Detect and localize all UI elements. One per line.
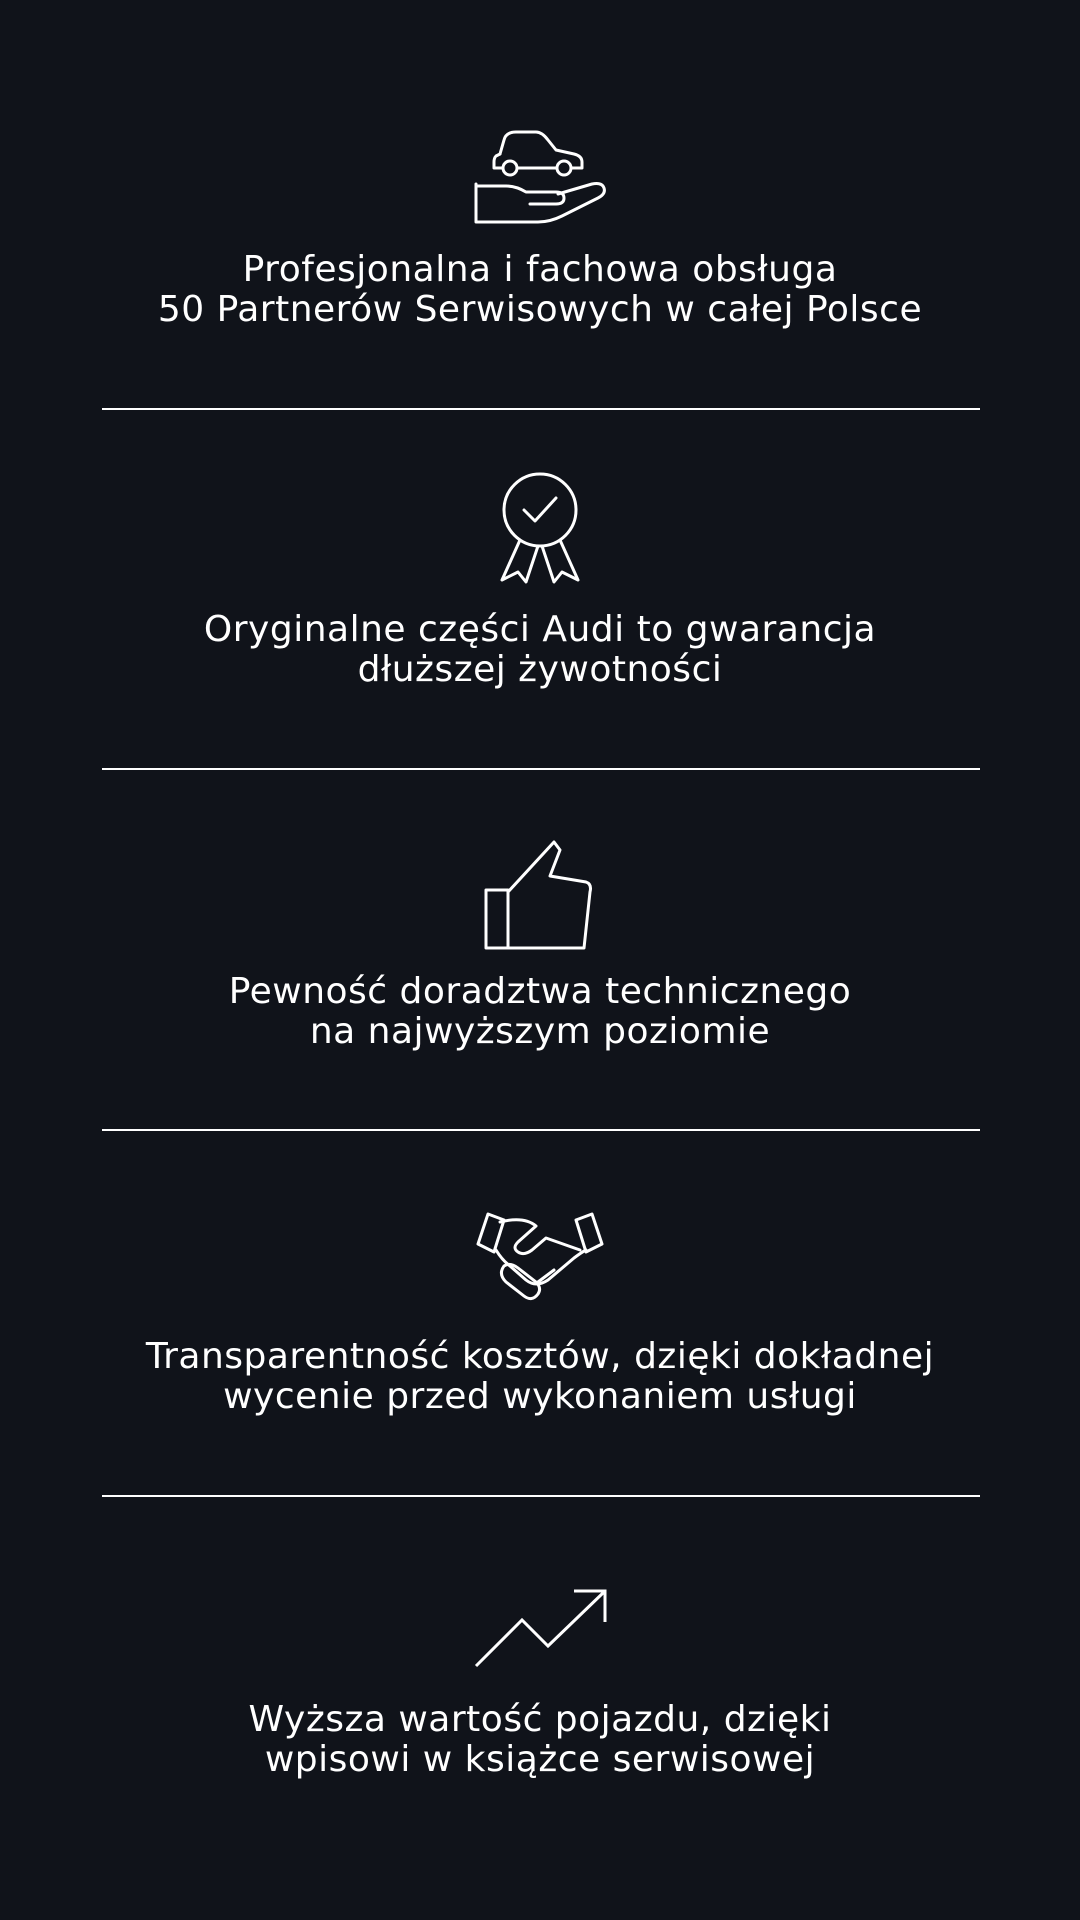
feature-4-text: [0, 1337, 1080, 1417]
handshake-icon: [0, 1210, 1080, 1302]
thumbs-up-icon: [0, 838, 1080, 952]
feature-3-line-1: Pewność doradztwa technicznego: [228, 971, 852, 1012]
feature-3-line-2: na najwyższym poziomie: [309, 1011, 771, 1052]
feature-2-line-2: dłuższej żywotności: [357, 649, 723, 690]
feature-2-line-1: Oryginalne części Audi to gwarancja: [203, 609, 877, 650]
divider: [102, 1495, 980, 1497]
divider: [102, 408, 980, 410]
divider: [102, 1129, 980, 1131]
hand-car-icon: [0, 128, 1080, 224]
feature-2-text: [0, 610, 1080, 690]
feature-1-line-2: 50 Partnerów Serwisowych w całej Polsce: [157, 289, 923, 330]
feature-5-line-1: Wyższa wartość pojazdu, dzięki: [248, 1699, 832, 1740]
feature-1-line-1: Profesjonalna i fachowa obsługa: [242, 249, 838, 290]
feature-5-line-2: wpisowi w książce serwisowej: [264, 1739, 816, 1780]
feature-3-text: [0, 972, 1080, 1052]
divider: [102, 768, 980, 770]
feature-1-text: [0, 250, 1080, 330]
feature-5-text: [0, 1700, 1080, 1780]
feature-4-line-1: Transparentność kosztów, dzięki dokładnej: [145, 1336, 935, 1377]
feature-4-line-2: wycenie przed wykonaniem usługi: [223, 1376, 857, 1417]
trend-up-arrow-icon: [0, 1588, 1080, 1668]
award-ribbon-icon: [0, 472, 1080, 584]
